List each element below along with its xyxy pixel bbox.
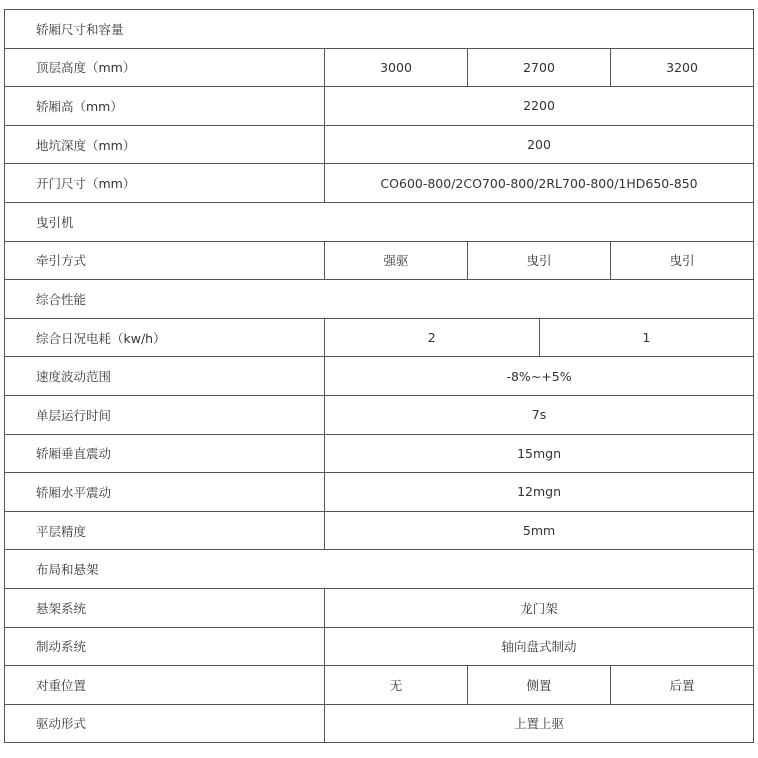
row-label: 速度波动范围 bbox=[5, 357, 325, 396]
table-row bbox=[5, 241, 754, 280]
table-row bbox=[5, 588, 754, 627]
row-label: 地坑深度（mm） bbox=[5, 125, 325, 164]
value-cell: 强驱 bbox=[325, 241, 468, 280]
table-row bbox=[5, 318, 754, 357]
value-cell: 无 bbox=[325, 666, 468, 705]
value-cell: 曳引 bbox=[468, 241, 611, 280]
row-label: 对重位置 bbox=[5, 666, 325, 705]
value-cell: 12mgn bbox=[325, 473, 754, 512]
row-label: 平层精度 bbox=[5, 511, 325, 550]
table-row bbox=[5, 87, 754, 126]
section-row bbox=[5, 280, 754, 319]
row-label: 开门尺寸（mm） bbox=[5, 164, 325, 203]
table-row bbox=[5, 704, 754, 743]
table-row bbox=[5, 434, 754, 473]
spec-table-body bbox=[5, 10, 754, 743]
table-row bbox=[5, 395, 754, 434]
section-title: 曳引机 bbox=[5, 202, 754, 241]
value-cell: 轴向盘式制动 bbox=[325, 627, 754, 666]
value-cell: 7s bbox=[325, 395, 754, 434]
table-row bbox=[5, 666, 754, 705]
row-label: 轿厢垂直震动 bbox=[5, 434, 325, 473]
section-title: 轿厢尺寸和容量 bbox=[5, 10, 754, 49]
section-row bbox=[5, 550, 754, 589]
row-label: 顶层高度（mm） bbox=[5, 48, 325, 87]
value-cell: 3200 bbox=[611, 48, 754, 87]
value-cell: -8%~+5% bbox=[325, 357, 754, 396]
value-cell: 3000 bbox=[325, 48, 468, 87]
row-label: 制动系统 bbox=[5, 627, 325, 666]
value-cell: 后置 bbox=[611, 666, 754, 705]
section-row bbox=[5, 202, 754, 241]
value-cell: 200 bbox=[325, 125, 754, 164]
value-cell: 龙门架 bbox=[325, 588, 754, 627]
value-cell: 2700 bbox=[468, 48, 611, 87]
value-cell: 上置上驱 bbox=[325, 704, 754, 743]
row-label: 悬架系统 bbox=[5, 588, 325, 627]
value-cell: 2200 bbox=[325, 87, 754, 126]
value-cell: 侧置 bbox=[468, 666, 611, 705]
value-cell: CO600-800/2CO700-800/2RL700-800/1HD650-850 bbox=[325, 164, 754, 203]
table-row bbox=[5, 627, 754, 666]
section-title: 综合性能 bbox=[5, 280, 754, 319]
section-row bbox=[5, 10, 754, 49]
table-row bbox=[5, 48, 754, 87]
row-label: 轿厢水平震动 bbox=[5, 473, 325, 512]
row-label: 驱动形式 bbox=[5, 704, 325, 743]
table-row bbox=[5, 164, 754, 203]
table-row bbox=[5, 357, 754, 396]
value-cell: 2 bbox=[325, 318, 540, 357]
spec-table bbox=[4, 9, 754, 743]
row-label: 牵引方式 bbox=[5, 241, 325, 280]
table-row bbox=[5, 473, 754, 512]
value-cell: 15mgn bbox=[325, 434, 754, 473]
table-row bbox=[5, 511, 754, 550]
row-label: 轿厢高（mm） bbox=[5, 87, 325, 126]
table-row bbox=[5, 125, 754, 164]
section-title: 布局和悬架 bbox=[5, 550, 754, 589]
row-label: 单层运行时间 bbox=[5, 395, 325, 434]
row-label: 综合日况电耗（kw/h） bbox=[5, 318, 325, 357]
value-cell: 5mm bbox=[325, 511, 754, 550]
value-cell: 1 bbox=[539, 318, 754, 357]
value-cell: 曳引 bbox=[611, 241, 754, 280]
